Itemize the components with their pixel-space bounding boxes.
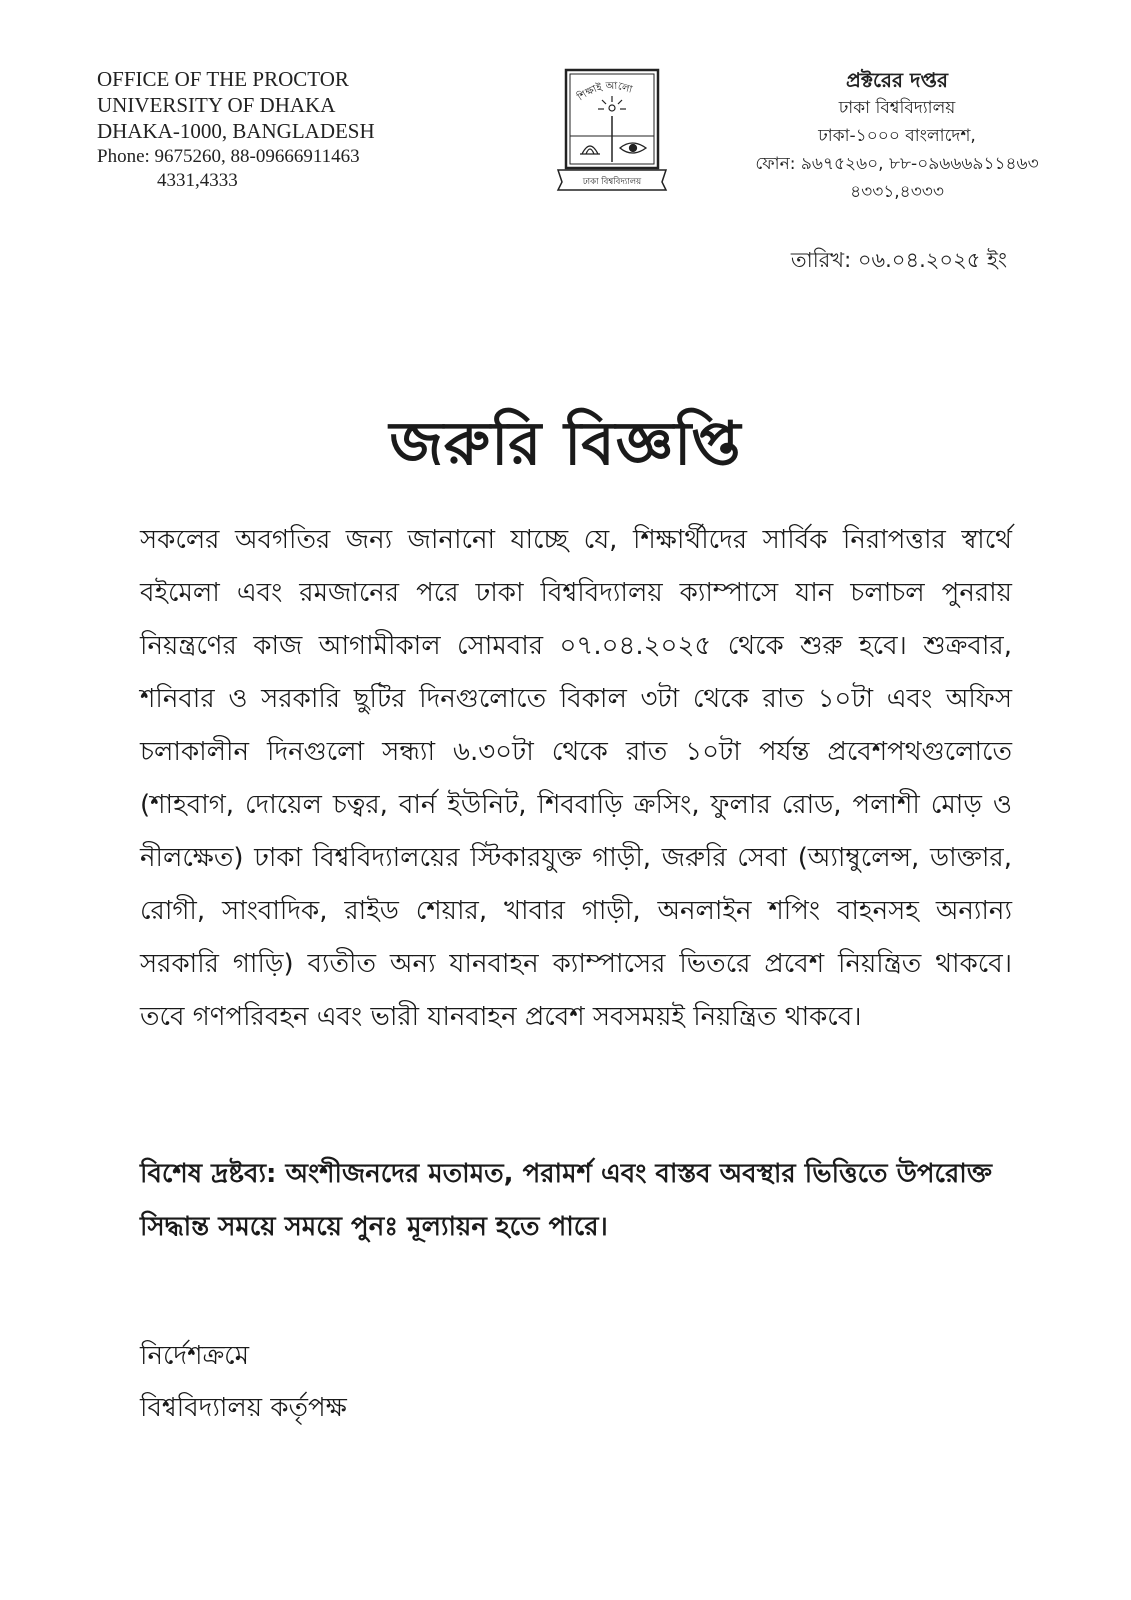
phone-ext-bn: ৪৩৩১,৪৩৩৩ bbox=[850, 182, 944, 202]
notice-body: সকলের অবগতির জন্য জানানো যাচ্ছে যে, শিক্ষার্থীদের সার্বিক নিরাপত্তার স্বার্থে বইমেলা এবং রমজানের পরে ঢাকা বিশ্ববিদ্যালয় ক্যাম্পাসে যান চলাচল পুনরায় নিয়ন্ত্রণের কাজ আগামীকাল সোমবার ০৭.০৪.২০২৫ থেকে শুরু হবে। শুক্রবার, শনিবার ও সরকারি ছুটির দিনগুলোতে বিকাল ৩টা থেকে রাত ১০টা এবং অফিস চলাকালীন দিনগুলো সন্ধ্যা ৬.৩০টা থেকে রাত ১০টা পর্যন্ত প্রবেশপথগুলোতে (শাহবাগ, দোয়েল চত্বর, বার্ন ইউনিট, শিববাড়ি ক্রসিং, ফুলার রোড, পলাশী মোড় ও নীলক্ষেত) ঢাকা বিশ্ববিদ্যালয়ের স্টিকারযুক্ত গাড়ী, জরুরি সেবা (অ্যাম্বুলেন্স, ডাক্তার, রোগী, সাংবাদিক, রাইড শেয়ার, খাবার গাড়ী, অনলাইন শপিং বাহনসহ অন্যান্য সরকারি গাড়ি) ব্যতীত অন্য যানবাহন ক্যাম্পাসের ভিতরে প্রবেশ নিয়ন্ত্রিত থাকবে। তবে গণপরিবহন এবং ভারী যানবাহন প্রবেশ সবসময়ই নিয়ন্ত্রিত থাকবে। bbox=[140, 525, 1012, 1032]
notice-date: তারিখ: ০৬.০৪.২০২৫ ইং bbox=[790, 248, 1007, 272]
english-letterhead bbox=[97, 66, 375, 193]
phone-bn: ফোন: ৯৬৭৫২৬০, ৮৮-০৯৬৬৬৯১১৪৬৩ bbox=[755, 154, 1039, 174]
phone-ext-en: 4331,4333 bbox=[157, 170, 238, 191]
office-name-bn: প্রক্টরের দপ্তর bbox=[846, 68, 948, 92]
address-en: DHAKA-1000, BANGLADESH bbox=[97, 119, 375, 143]
seal-top-text: শিক্ষাই আলো bbox=[575, 80, 634, 104]
phone-en: Phone: 9675260, 88-09666911463 bbox=[97, 146, 360, 167]
seal-bottom-text: ঢাকা বিশ্ববিদ্যালয় bbox=[582, 177, 642, 187]
bangla-letterhead bbox=[737, 66, 1057, 206]
address-bn: ঢাকা-১০০০ বাংলাদেশ, bbox=[818, 126, 976, 146]
notice-title: জরুরি বিজ্ঞপ্তি bbox=[389, 409, 742, 479]
signature-directive: নির্দেশক্রমে bbox=[140, 1341, 250, 1371]
special-note: বিশেষ দ্রষ্টব্য: অংশীজনদের মতামত, পরামর্শ এবং বাস্তব অবস্থার ভিত্তিতে উপরোক্ত সিদ্ধান্ত সময়ে সময়ে পুনঃ মূল্যায়ন হতে পারে। bbox=[140, 1159, 993, 1242]
signature-authority: বিশ্ববিদ্যালয় কর্তৃপক্ষ bbox=[140, 1393, 347, 1423]
university-name-bn: ঢাকা বিশ্ববিদ্যালয় bbox=[838, 98, 956, 118]
signature-block bbox=[140, 1330, 347, 1434]
office-name-en: OFFICE OF THE PROCTOR bbox=[97, 67, 349, 91]
university-name-en: UNIVERSITY OF DHAKA bbox=[97, 93, 336, 117]
university-seal-logo bbox=[556, 66, 668, 194]
